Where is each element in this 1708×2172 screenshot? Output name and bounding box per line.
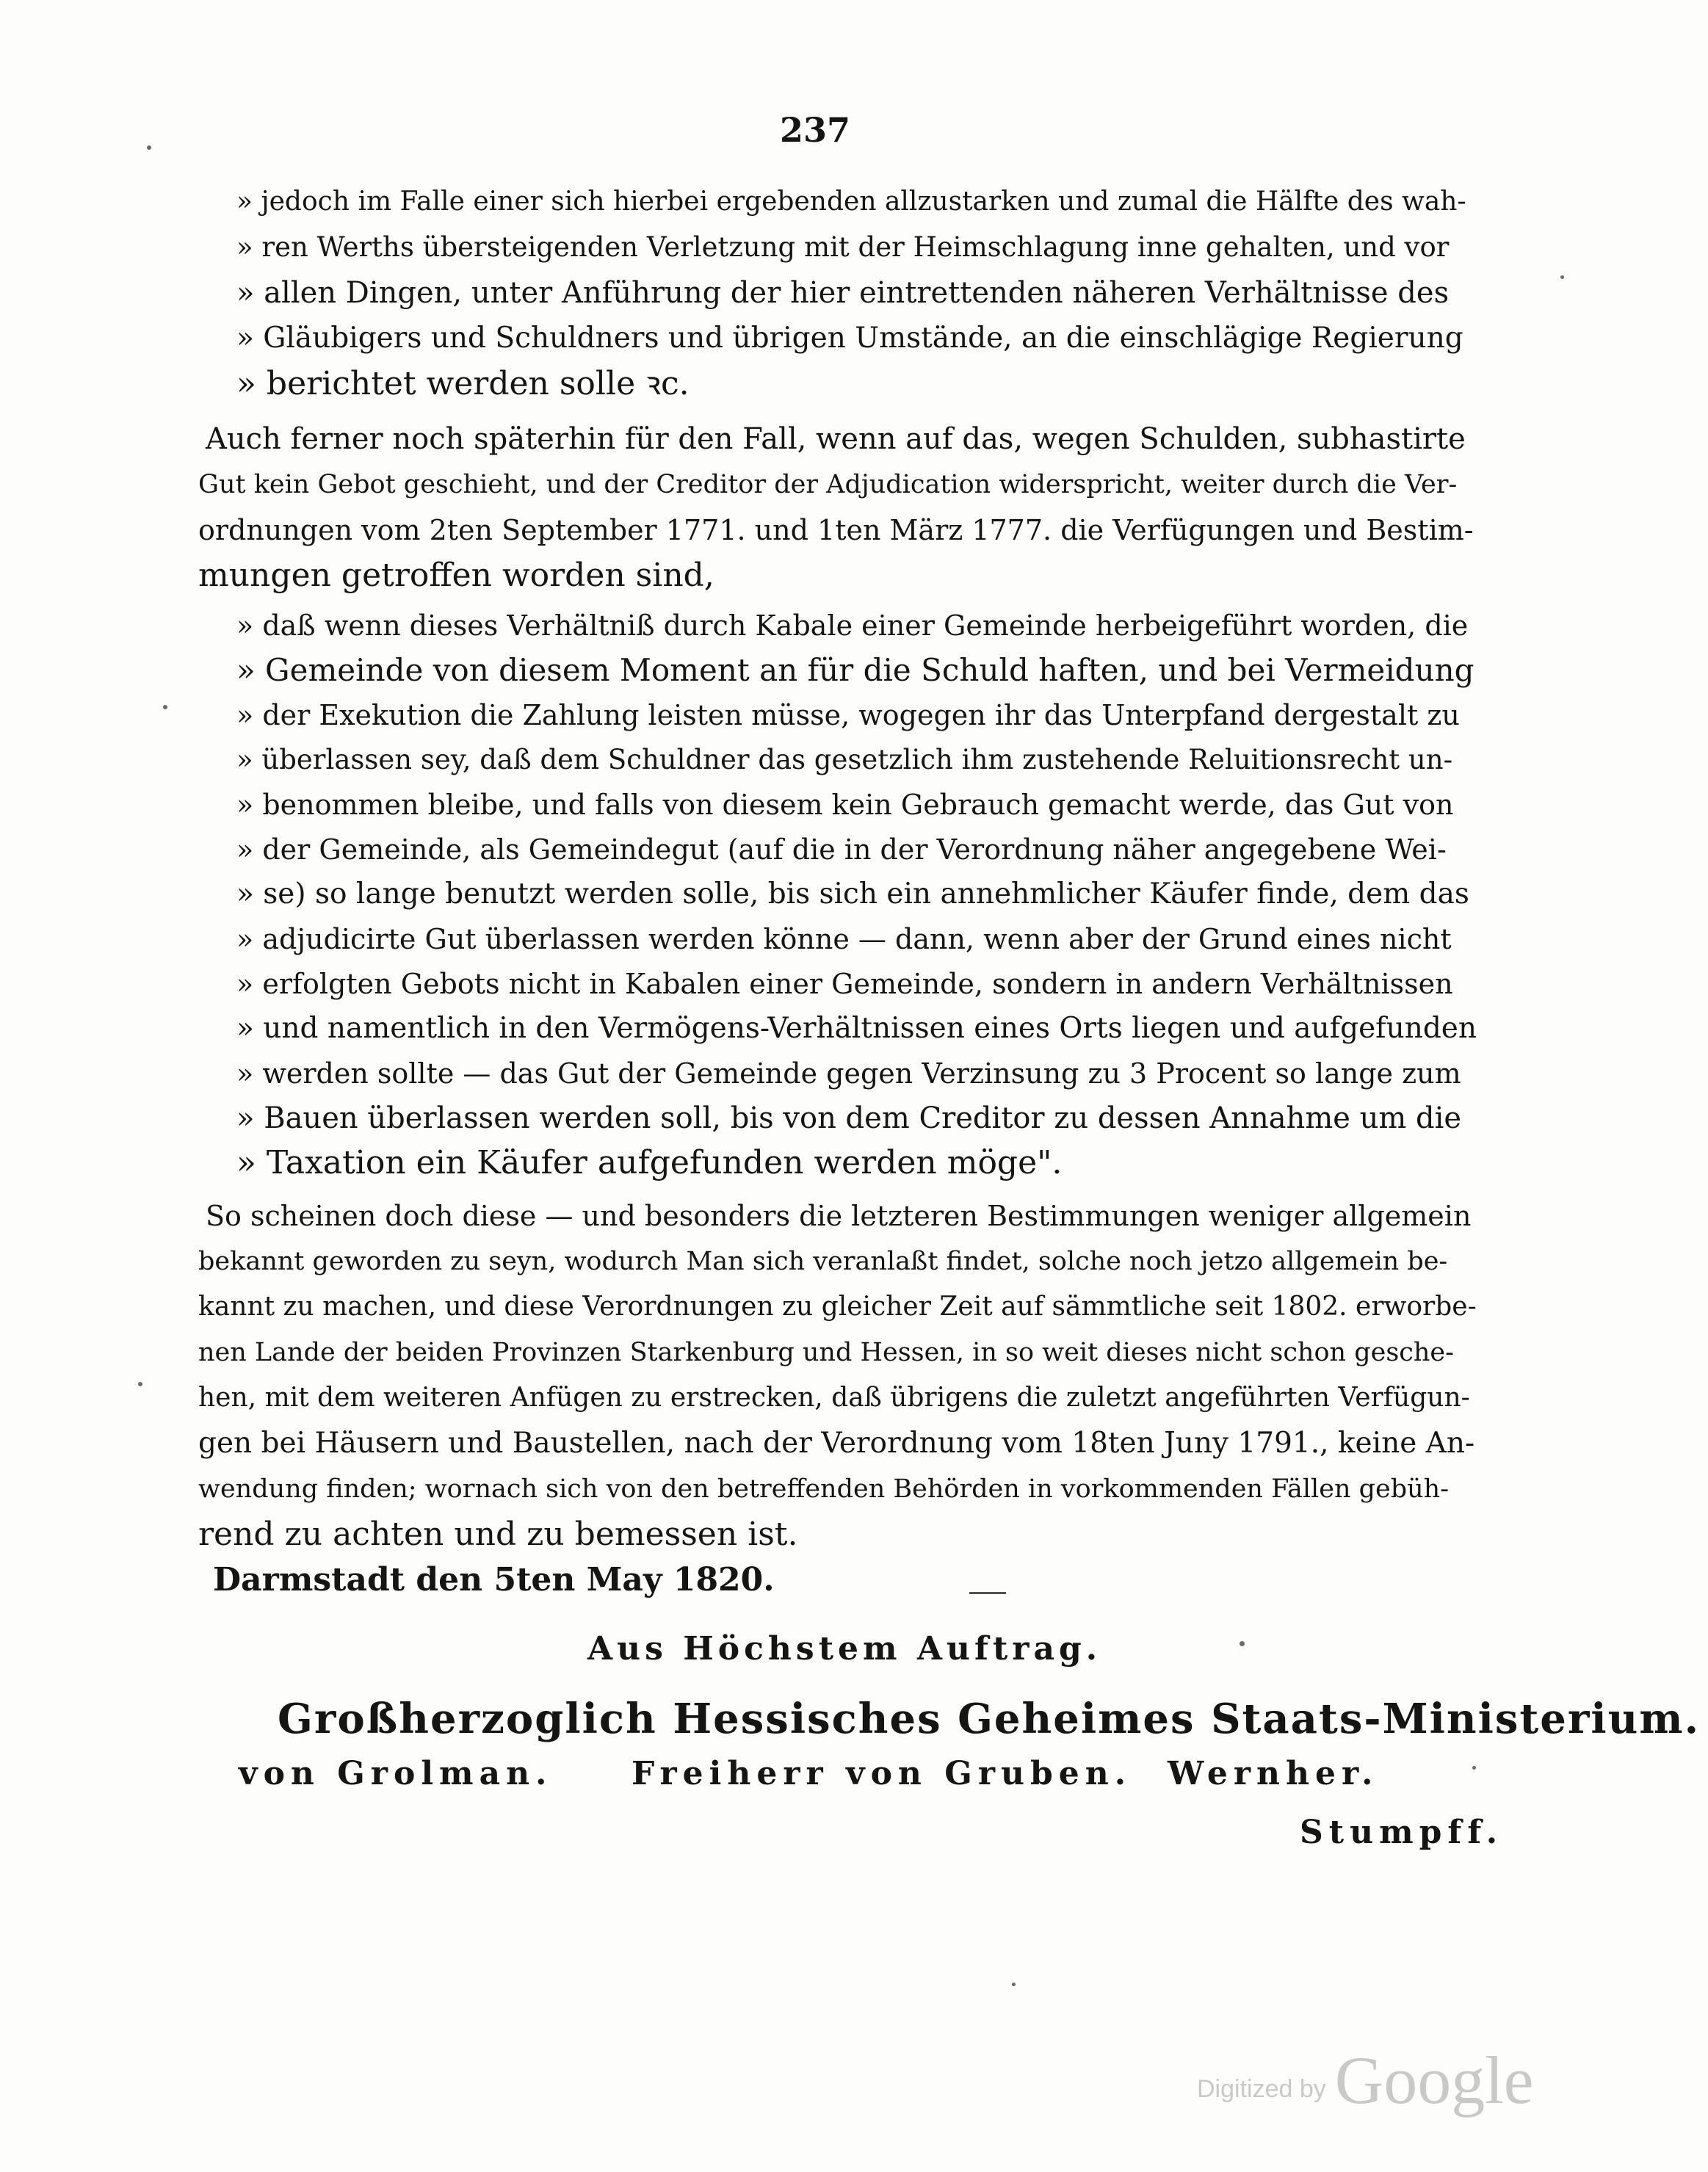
quote2-line-2: » Gemeinde von diesem Moment an für die Schuld haften, und bei Vermeidung	[236, 652, 1474, 688]
quote1-line-1: » jedoch im Falle einer sich hierbei ergebenden allzustarken und zumal die Hälfte des wah-	[236, 187, 1466, 217]
quote2-line-11: » werden sollte — das Gut der Gemeinde gegen Verzinsung zu 3 Procent so lange zum	[236, 1057, 1461, 1090]
ink-speck	[138, 1382, 142, 1386]
quote2-line-6: » der Gemeinde, als Gemeindegut (auf die in der Verordnung näher angegebene Wei-	[236, 833, 1447, 866]
ink-speck	[1012, 1983, 1016, 1986]
paragraph2-line-4: nen Lande der beiden Provinzen Starkenburg und Hessen, in so weit dieses nicht schon gesche-	[198, 1338, 1454, 1367]
signatory-2: Freiherr von Gruben.	[632, 1755, 1132, 1792]
signatory-4: Stumpff.	[1300, 1814, 1504, 1851]
quote2-line-8: » adjudicirte Gut überlassen werden könne — dann, wenn aber der Grund eines nicht	[236, 923, 1452, 955]
page-number: 237	[779, 110, 851, 150]
ink-speck	[147, 145, 151, 150]
quote2-line-13: » Taxation ein Käufer aufgefunden werden möge".	[236, 1144, 1063, 1181]
paragraph2-line-2: bekannt geworden zu seyn, wodurch Man sich veranlaßt findet, solche noch jetzo allgemein be-	[198, 1247, 1448, 1276]
quote1-line-2: » ren Werths übersteigenden Verletzung mit der Heimschlagung inne gehalten, und vor	[236, 231, 1450, 263]
authority-line: Aus Höchstem Auftrag.	[587, 1630, 1102, 1668]
signatory-3: Wernher.	[1168, 1755, 1379, 1792]
paragraph2-line-5: hen, mit dem weiteren Anfügen zu erstrecken, daß übrigens die zuletzt angeführten Verfügun-	[198, 1383, 1470, 1413]
ink-speck	[1560, 275, 1564, 279]
ink-speck	[163, 705, 167, 709]
paragraph2-line-6: gen bei Häusern und Baustellen, nach der Verordnung vom 18ten Juny 1791., keine An-	[198, 1427, 1475, 1460]
google-logo: Google	[1334, 2043, 1534, 2118]
quote2-line-5: » benommen bleibe, und falls von diesem kein Gebrauch gemacht werde, das Gut von	[236, 789, 1454, 821]
quote1-line-3: » allen Dingen, unter Anführung der hier eintrettenden näheren Verhältnisse des	[236, 276, 1450, 310]
paragraph1-line-3: ordnungen vom 2ten September 1771. und 1ten März 1777. die Verfügungen und Bestim-	[198, 514, 1474, 546]
quote2-line-12: » Bauen überlassen werden soll, bis von dem Creditor zu dessen Annahme um die	[236, 1101, 1462, 1135]
digitized-by-google-watermark	[1197, 2041, 1534, 2119]
watermark-prefix: Digitized by	[1197, 2075, 1326, 2103]
paragraph2-line-7: wendung finden; wornach sich von den betreffenden Behörden in vorkommenden Fällen gebüh-	[198, 1474, 1450, 1504]
dateline: Darmstadt den 5ten May 1820.	[213, 1561, 775, 1599]
signatory-1: von Grolman.	[239, 1755, 553, 1792]
paragraph2-line-1: So scheinen doch diese — und besonders die letzteren Bestimmungen weniger allgemein	[206, 1200, 1472, 1232]
quote2-line-1: » daß wenn dieses Verhältniß durch Kabale einer Gemeinde herbeigeführt worden, die	[236, 609, 1469, 642]
ink-speck	[1472, 1766, 1476, 1770]
quote2-line-4: » überlassen sey, daß dem Schuldner das gesetzlich ihm zustehende Reluitionsrecht un-	[236, 744, 1453, 775]
quote2-line-3: » der Exekution die Zahlung leisten müsse, wogegen ihr das Unterpfand dergestalt zu	[236, 699, 1460, 731]
ministry-heading: Großherzoglich Hessisches Geheimes Staats-Ministerium.	[278, 1695, 1701, 1743]
ink-speck	[1240, 1641, 1245, 1646]
separator-dash	[969, 1592, 1006, 1594]
quote1-line-5: » berichtet werden solle ꝛc.	[236, 365, 690, 402]
paragraph2-line-3: kannt zu machen, und diese Verordnungen zu gleicher Zeit auf sämmtliche seit 1802. erworbe-	[198, 1292, 1477, 1322]
paragraph1-line-2: Gut kein Gebot geschieht, und der Creditor der Adjudication widerspricht, weiter durch die Ver-	[198, 470, 1458, 499]
quote2-line-9: » erfolgten Gebots nicht in Kabalen einer Gemeinde, sondern in andern Verhältnissen	[236, 968, 1453, 1000]
quote2-line-7: » se) so lange benutzt werden solle, bis sich ein annehmlicher Käufer finde, dem das	[236, 877, 1469, 911]
paragraph1-line-4: mungen getroffen worden sind,	[198, 557, 714, 594]
quote1-line-4: » Gläubigers und Schuldners und übrigen Umstände, an die einschlägige Regierung	[236, 322, 1463, 355]
paragraph1-line-1: Auch ferner noch späterhin für den Fall, wenn auf das, wegen Schulden, subhastirte	[206, 422, 1466, 456]
paragraph2-line-8: rend zu achten und zu bemessen ist.	[198, 1516, 798, 1553]
quote2-line-10: » und namentlich in den Vermögens-Verhältnissen eines Orts liegen und aufgefunden	[236, 1012, 1477, 1045]
